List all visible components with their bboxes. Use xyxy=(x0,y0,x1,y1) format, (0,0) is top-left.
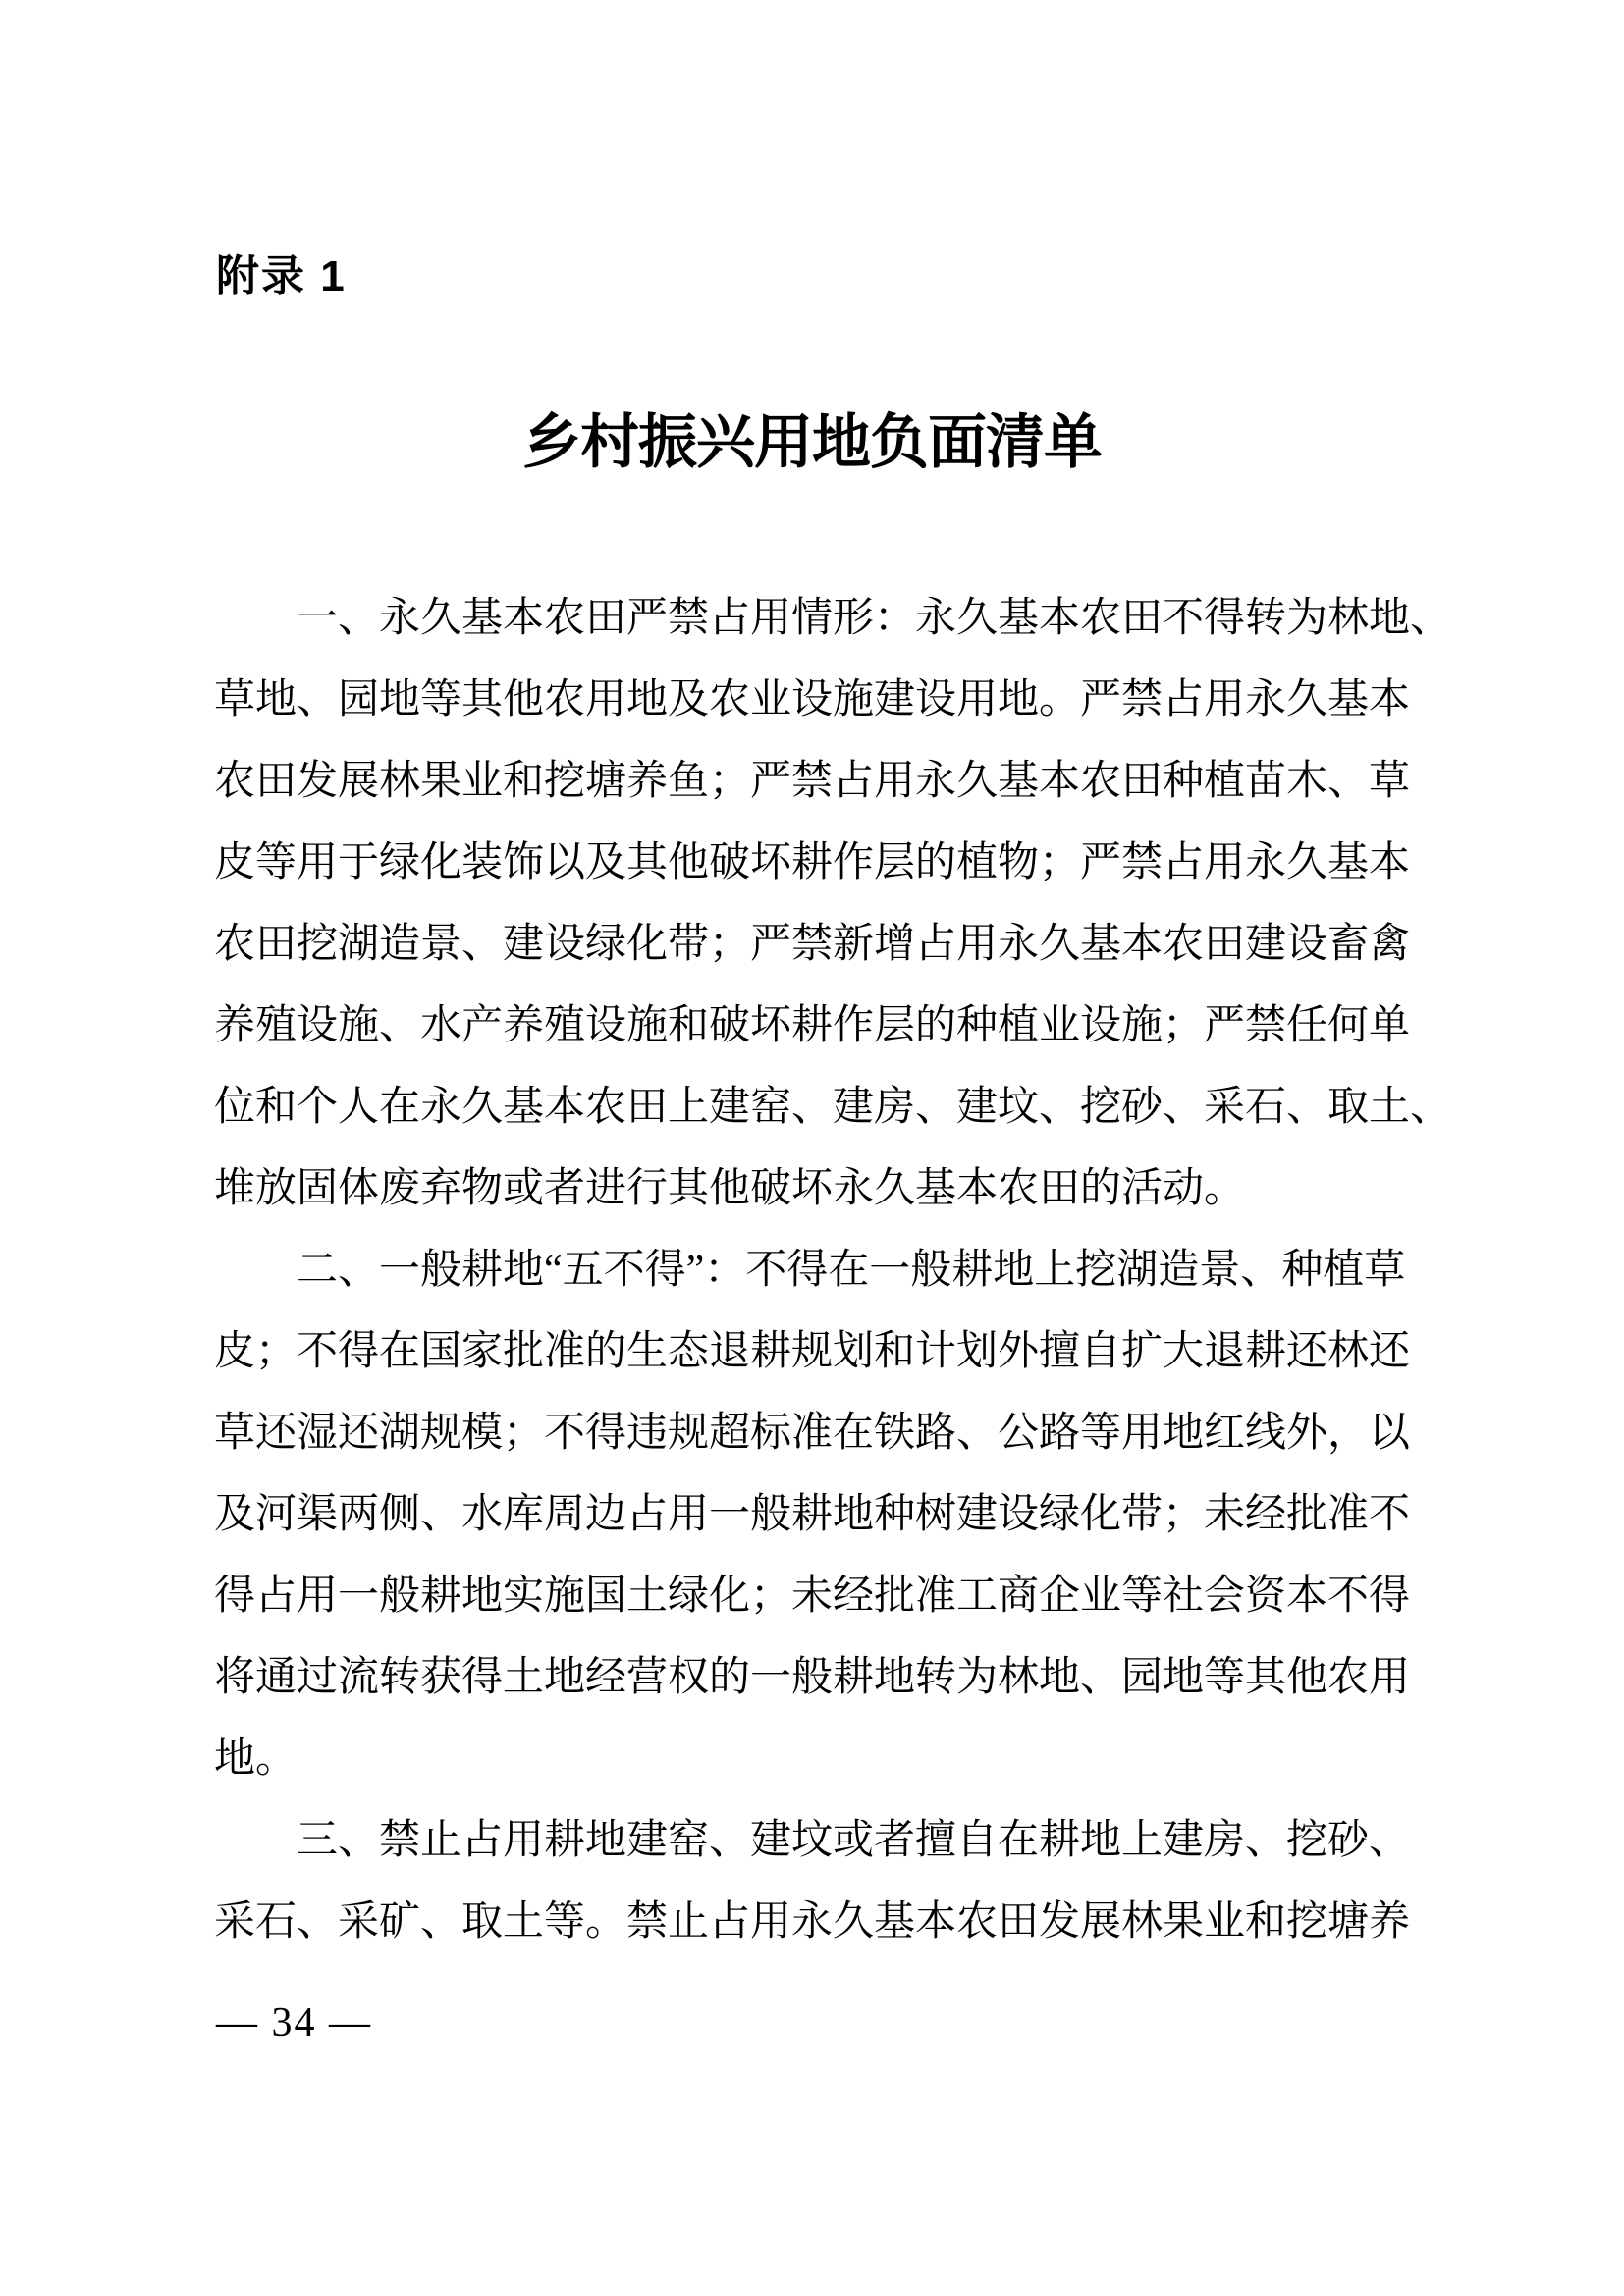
body-line: 草地、园地等其他农用地及农业设施建设用地。严禁占用永久基本 xyxy=(214,677,1411,722)
document-body xyxy=(214,578,1452,1963)
body-line: 二、一般耕地“五不得”：不得在一般耕地上挖湖造景、种植草 xyxy=(297,1248,1406,1293)
body-line: 及河渠两侧、水库周边占用一般耕地种树建设绿化带；未经批准不 xyxy=(214,1492,1411,1537)
paragraph-1 xyxy=(214,578,1452,1230)
page-title: 乡村振兴用地负面清单 xyxy=(522,410,1102,475)
body-line: 皮等用于绿化装饰以及其他破坏耕作层的植物；严禁占用永久基本 xyxy=(214,840,1411,885)
body-line: 位和个人在永久基本农田上建窑、建房、建坟、挖砂、采石、取土、 xyxy=(214,1085,1452,1130)
body-line: 农田发展林果业和挖塘养鱼；严禁占用永久基本农田种植苗木、草 xyxy=(214,759,1411,804)
body-line: 皮；不得在国家批准的生态退耕规划和计划外擅自扩大退耕还林还 xyxy=(214,1329,1411,1374)
body-line: 农田挖湖造景、建设绿化带；严禁新增占用永久基本农田建设畜禽 xyxy=(214,922,1411,967)
body-line: 地。 xyxy=(214,1736,298,1782)
page-number: — 34 — xyxy=(216,2001,372,2046)
paragraph-2 xyxy=(214,1230,1430,1800)
body-line: 草还湿还湖规模；不得违规超标准在铁路、公路等用地红线外，以 xyxy=(214,1411,1411,1456)
body-line: 堆放固体废弃物或者进行其他破坏永久基本农田的活动。 xyxy=(214,1166,1246,1211)
body-line: 采石、采矿、取土等。禁止占用永久基本农田发展林果业和挖塘养 xyxy=(214,1899,1411,1945)
paragraph-3 xyxy=(214,1800,1430,1963)
body-line: 一、永久基本农田严禁占用情形：永久基本农田不得转为林地、 xyxy=(297,596,1452,641)
body-line: 养殖设施、水产养殖设施和破坏耕作层的种植业设施；严禁任何单 xyxy=(214,1003,1411,1048)
appendix-label: 附录 1 xyxy=(216,252,347,300)
body-line: 三、禁止占用耕地建窑、建坟或者擅自在耕地上建房、挖砂、 xyxy=(297,1818,1411,1863)
body-line: 将通过流转获得土地经营权的一般耕地转为林地、园地等其他农用 xyxy=(214,1655,1411,1700)
body-line: 得占用一般耕地实施国土绿化；未经批准工商企业等社会资本不得 xyxy=(214,1574,1411,1619)
